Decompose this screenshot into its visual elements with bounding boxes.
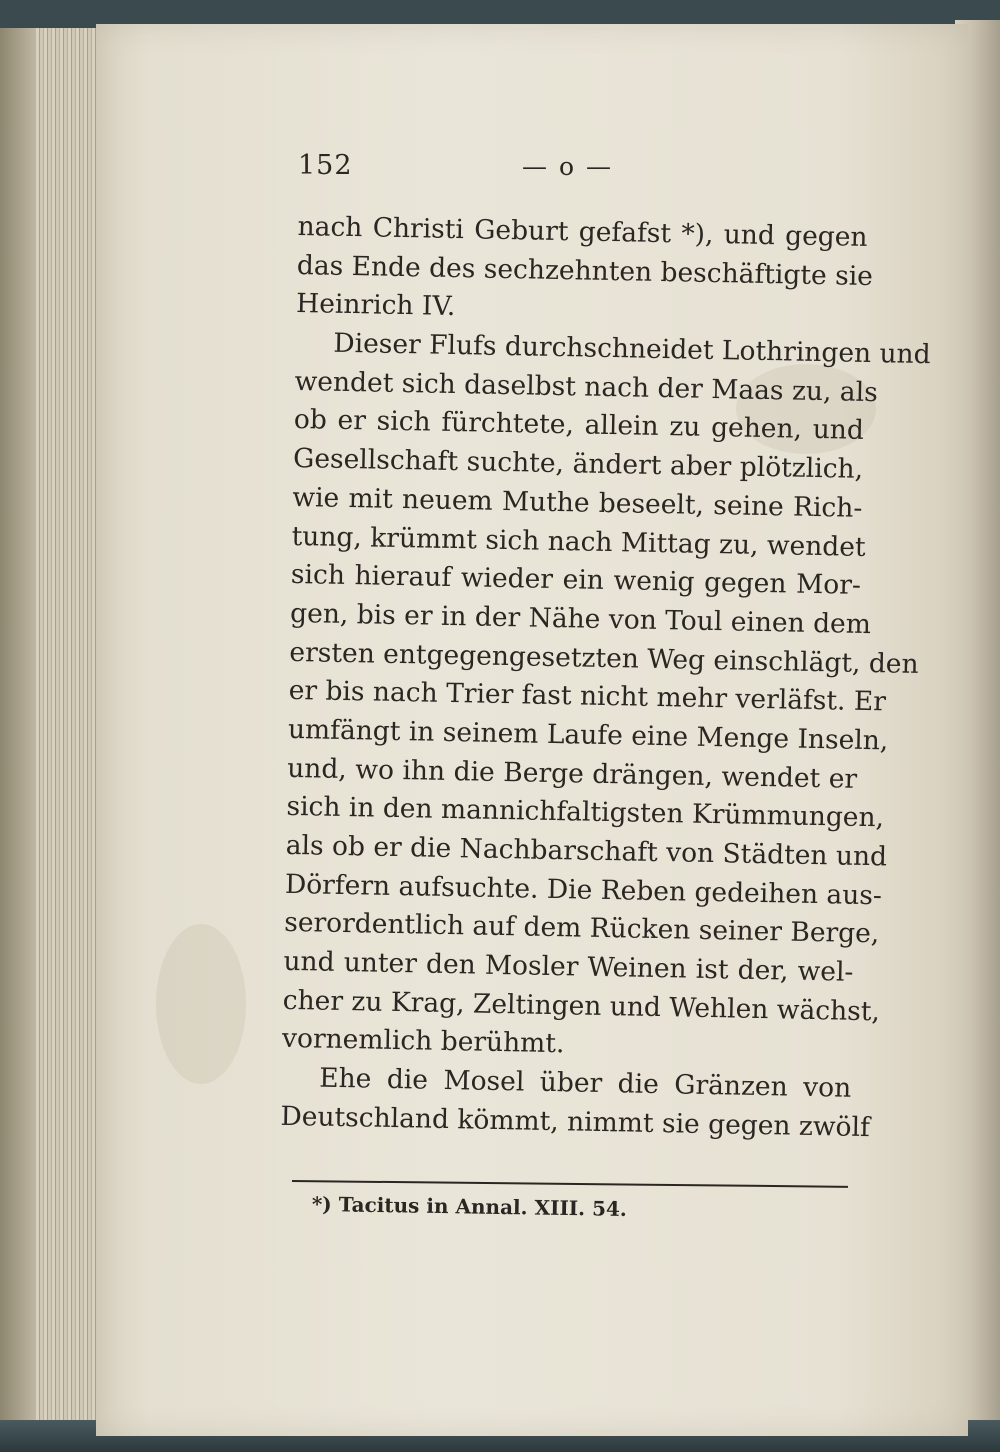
paper-stain [156,924,246,1084]
page-number: 152 [298,150,353,181]
text-line: vornemlich berühmt. [281,1023,565,1060]
text-line: cher zu Krag, Zeltingen und Wehlen wächst, [282,984,881,1028]
text-line: Deutschland kömmt, nimmt sie gegen zwölf [280,1100,871,1143]
text-line: als ob er die Nachbarschaft von Städten und [285,829,888,873]
text-line: und unter den Mosler Weinen ist der, wel- [283,945,854,988]
text-line: und, wo ihn die Berge drängen, wendet er [286,752,858,795]
body-text [280,208,931,1147]
text-line: Dörfern aufsuchte. Die Reben gedeihen aus- [284,868,883,912]
text-line: serordentlich auf dem Rücken seiner Berge, [283,907,880,950]
text-line: sich hierauf wieder ein wenig gegen Mor- [290,559,862,602]
text-line: Gesellschaft suchte, ändert aber plötzlich, [292,443,864,486]
text-line: nach Christi Geburt gefafst *), und gegen [297,210,868,253]
text-line: das Ende des sechzehnten beschäftigte sie [296,249,874,292]
text-line: wendet sich daselbst nach der Maas zu, als [294,365,879,408]
text-line: tung, krümmt sich nach Mittag zu, wendet [291,520,866,563]
text-line: Dieser Flufs durchschneidet Lothringen und [333,327,931,371]
text-line: Ehe die Mosel über die Gränzen von [319,1062,852,1104]
text-line: gen, bis er in der Nähe von Toul einen dem [289,597,872,640]
header-ornament: — o — [522,152,613,181]
text-line: Heinrich IV. [295,288,456,323]
text-line: sich in den mannichfaltigsten Krümmungen, [286,791,885,834]
footnote: *) Tacitus in Annal. XIII. 54. [311,1192,628,1221]
text-line: ersten entgegengesetzten Weg einschlägt, den [289,636,919,680]
text-line: er bis nach Trier fast nicht mehr verläfst. Er [288,675,887,718]
text-line: umfängt in seinem Laufe eine Menge Inseln, [287,713,889,757]
text-line: ob er sich fürchtete, allein zu gehen, und [293,404,865,447]
text-line: wie mit neuem Muthe beseelt, seine Rich- [292,481,863,524]
